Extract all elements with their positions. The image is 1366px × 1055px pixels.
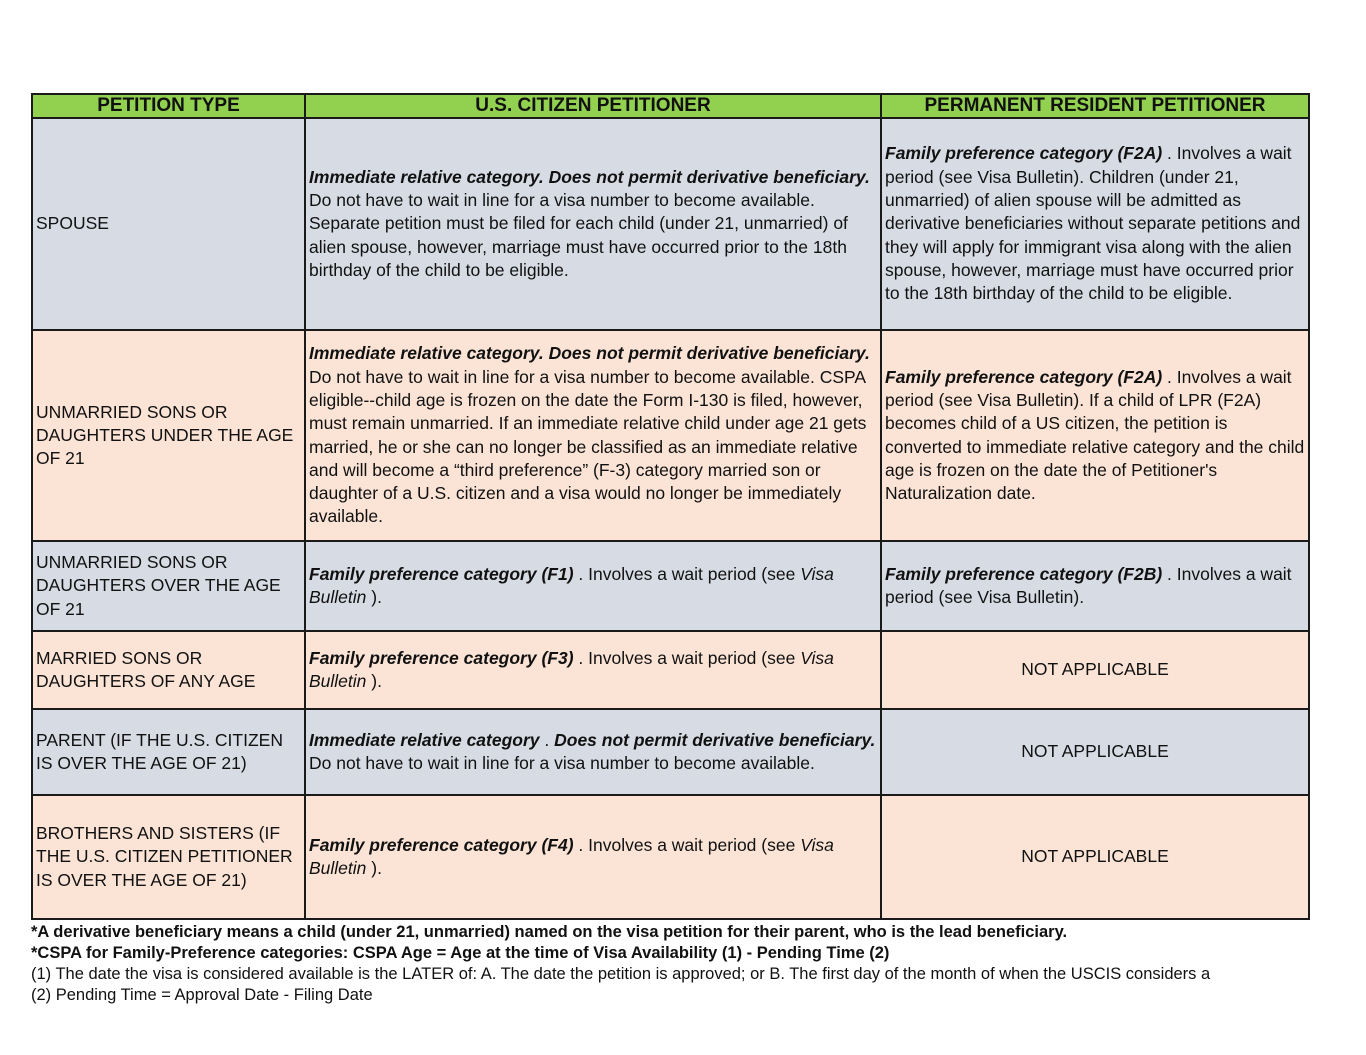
resident-cell-not-applicable: NOT APPLICABLE — [881, 795, 1309, 919]
header-us-citizen: U.S. CITIZEN PETITIONER — [305, 94, 881, 118]
citizen-cell — [305, 795, 881, 919]
citizen-cell — [305, 118, 881, 330]
petition-table — [31, 93, 1310, 920]
table-row — [32, 330, 1309, 541]
footnotes — [31, 922, 1308, 1006]
table-row — [32, 709, 1309, 795]
resident-cell-not-applicable: NOT APPLICABLE — [881, 631, 1309, 709]
category-detail: . Involves a wait period (see — [573, 834, 801, 855]
category-tail: ). — [366, 858, 382, 878]
category-lead: Immediate relative category — [309, 729, 540, 750]
visa-bulletin-ref: Visa Bulletin — [309, 563, 834, 607]
category-detail: Do not have to wait in line for a visa number to become available. Separate petition must be filed for each child (under 21, unmarried) of alien spouse, however, marriage must have occurred prior to the 18th birthday of the child to be eligible. — [309, 190, 848, 280]
visa-bulletin-ref: Visa Bulletin — [309, 647, 834, 691]
resident-cell — [881, 541, 1309, 631]
footnote-2: (2) Pending Time = Approval Date - Filing Date — [31, 986, 373, 1004]
table-row — [32, 541, 1309, 631]
table-row — [32, 631, 1309, 709]
petition-type-cell: UNMARRIED SONS OR DAUGHTERS UNDER THE AGE OF 21 — [32, 330, 305, 541]
category-lead: Family preference category (F2B) — [885, 563, 1163, 584]
citizen-cell — [305, 330, 881, 541]
citizen-cell — [305, 631, 881, 709]
category-detail: Do not have to wait in line for a visa number to become available. — [309, 753, 815, 773]
category-detail: . Involves a wait period (see — [573, 647, 801, 668]
footnote-cspa: *CSPA for Family-Preference categories: CSPA Age = Age at the time of Visa Availability (1) - Pending Time (2) — [31, 944, 890, 962]
footnote-derivative: *A derivative beneficiary means a child (under 21, unmarried) named on the visa petition for their parent, who is the lead beneficiary. — [31, 923, 1068, 941]
category-detail: . Involves a wait period (see Visa Bulletin). If a child of LPR (F2A) becomes child of a US citizen, the petition is converted to immediate relative category and the child age is frozen on the date the of Petitioner's Naturalization date. — [885, 366, 1305, 504]
citizen-cell — [305, 541, 881, 631]
category-lead: Immediate relative category. Does not permit derivative beneficiary. — [309, 343, 870, 364]
petition-type-cell: SPOUSE — [32, 118, 305, 330]
category-detail: . Involves a wait period (see — [573, 563, 801, 584]
header-permanent-resident: PERMANENT RESIDENT PETITIONER — [881, 94, 1309, 118]
visa-bulletin-ref: Visa Bulletin — [309, 834, 834, 878]
petition-type-cell: UNMARRIED SONS OR DAUGHTERS OVER THE AGE OF 21 — [32, 541, 305, 631]
category-lead-2: Does not permit derivative beneficiary. — [554, 729, 876, 750]
table-row — [32, 118, 1309, 330]
resident-cell — [881, 330, 1309, 541]
petition-table-sheet — [31, 93, 1308, 1006]
header-petition-type: PETITION TYPE — [32, 94, 305, 118]
category-tail: ). — [366, 587, 382, 607]
category-detail: . Involves a wait period (see Visa Bulletin). Children (under 21, unmarried) of alien spouse will be admitted as derivative beneficiaries without separate petitions and they will apply for immigrant visa along with the alien spouse, however, marriage must have occurred prior to the 18th birthday of the child to be eligible. — [885, 143, 1301, 304]
category-detail: . Involves a wait period (see Visa Bulletin). — [885, 563, 1292, 607]
petition-type-cell: MARRIED SONS OR DAUGHTERS OF ANY AGE — [32, 631, 305, 709]
category-separator: . — [539, 729, 555, 750]
category-detail: Do not have to wait in line for a visa number to become available. CSPA eligible--child age is frozen on the date the Form I-130 is filed, however, must remain unmarried. If an immediate relative child under age 21 gets married, he or she can no longer be classified as an immediate relative and will become a “third preference” (F-3) category married son or daughter of a U.S. citizen and a visa would no longer be immediately available. — [309, 366, 867, 527]
citizen-cell — [305, 709, 881, 795]
category-lead: Family preference category (F4) — [309, 834, 574, 855]
petition-type-cell: PARENT (IF THE U.S. CITIZEN IS OVER THE AGE OF 21) — [32, 709, 305, 795]
resident-cell-not-applicable: NOT APPLICABLE — [881, 709, 1309, 795]
petition-type-cell: BROTHERS AND SISTERS (IF THE U.S. CITIZEN PETITIONER IS OVER THE AGE OF 21) — [32, 795, 305, 919]
category-lead: Family preference category (F2A) — [885, 366, 1163, 387]
resident-cell — [881, 118, 1309, 330]
category-lead: Family preference category (F1) — [309, 563, 574, 584]
category-lead: Immediate relative category. Does not permit derivative beneficiary. — [309, 166, 870, 187]
category-tail: ). — [366, 671, 382, 691]
category-lead: Family preference category (F3) — [309, 647, 574, 668]
category-lead: Family preference category (F2A) — [885, 143, 1163, 164]
header-row — [32, 94, 1309, 118]
footnote-1: (1) The date the visa is considered available is the LATER of: A. The date the petition is approved; or B. The first day of the month of when the USCIS considers a — [31, 965, 1211, 983]
table-row — [32, 795, 1309, 919]
